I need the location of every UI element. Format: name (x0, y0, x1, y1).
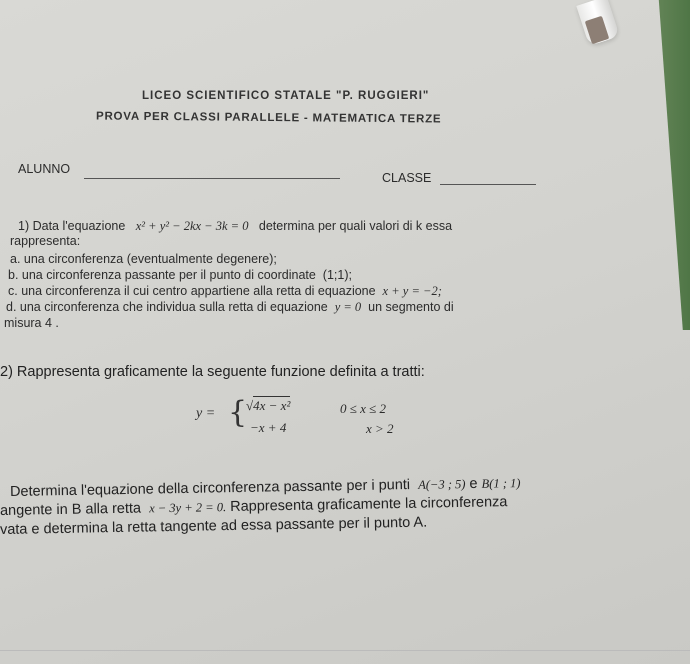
q1-option-c (8, 284, 442, 299)
classe-label: CLASSE (382, 171, 432, 185)
q1-intro-prefix: 1) Data l'equazione (18, 219, 126, 233)
q3-point-b: B(1 ; 1) (481, 476, 521, 491)
sqrt-symbol: √ (246, 398, 254, 413)
q1-equation: x² + y² − 2kx − 3k = 0 (135, 219, 249, 233)
q3-line2-eq: x − 3y + 2 = 0. (148, 500, 227, 516)
school-name: LICEO SCIENTIFICO STATALE "P. RUGGIERI" (142, 90, 430, 102)
page-bottom-line (0, 650, 690, 651)
q2-text: 2) Rappresenta graficamente la seguente funzione definita a tratti: (0, 364, 425, 380)
q1-option-b (8, 268, 352, 282)
alunno-label: ALUNNO (18, 162, 71, 176)
q3-point-a: A(−3 ; 5) (418, 477, 466, 492)
q2-lhs: y = (196, 406, 216, 421)
q1-option-d-line2: misura 4 . (4, 316, 59, 330)
q1-option-d (6, 300, 454, 315)
q1-option-b-point: (1;1); (322, 268, 352, 282)
q1-intro-suffix: determina per quali valori di k essa (258, 219, 453, 233)
q1-intro-line2: rappresenta: (10, 234, 81, 248)
classe-line (440, 184, 536, 185)
q1-option-c-eq: x + y = −2; (382, 284, 442, 298)
q1-option-c-text: c. una circonferenza il cui centro appartiene alla retta di equazione (8, 284, 376, 298)
q3-line1-text: Determina l'equazione della circonferenza passante per i punti (9, 477, 411, 500)
q2-cond2: x > 2 (366, 421, 394, 436)
test-title: PROVA PER CLASSI PARALLELE - MATEMATICA TERZE (95, 110, 442, 126)
q1-intro (18, 219, 452, 234)
q3-line2-text: angente in B alla retta (0, 500, 142, 519)
q1-option-d-suffix: un segmento di (368, 300, 454, 314)
q3-and: e (469, 475, 478, 492)
q1-option-a: a. una circonferenza (eventualmente degenere); (10, 252, 277, 266)
q1-option-d-eq: y = 0 (334, 300, 362, 314)
piecewise-brace: { (228, 395, 248, 430)
q1-option-d-text: d. una circonferenza che individua sulla retta di equazione (6, 300, 328, 314)
q2-piece1-radicand: 4x − x² (253, 398, 291, 413)
q2-piece1 (246, 398, 290, 414)
q2-cond1: 0 ≤ x ≤ 2 (340, 401, 387, 416)
q2-piece2: −x + 4 (250, 420, 287, 435)
alunno-line (84, 178, 340, 179)
q3-line2-suffix: Rappresenta graficamente la circonferenza (230, 494, 508, 515)
q1-option-b-text: b. una circonferenza passante per il punto di coordinate (8, 268, 316, 282)
q3-line3: vata e determina la retta tangente ad essa passante per il punto A. (0, 514, 428, 538)
green-background-edge (642, 0, 690, 330)
